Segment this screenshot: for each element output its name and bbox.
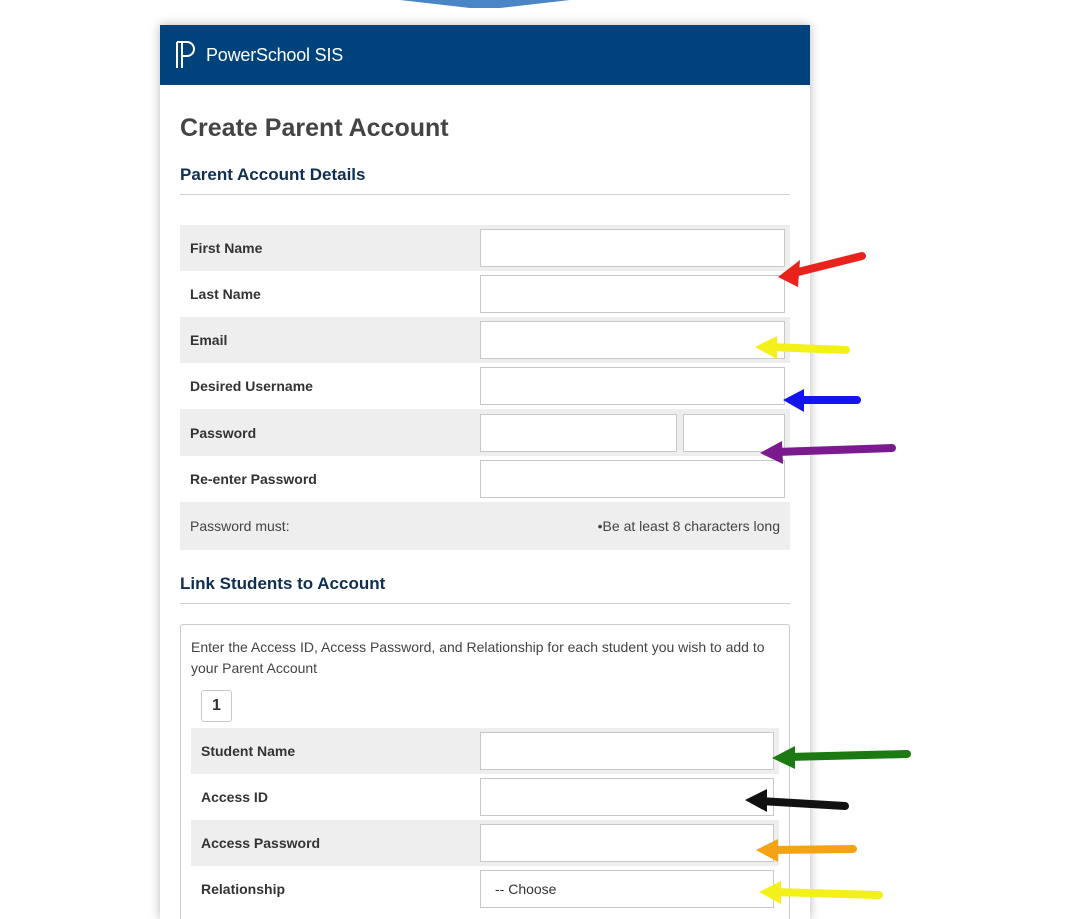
access-id-row — [191, 774, 779, 820]
password-rules-row — [180, 502, 790, 550]
parent-section-title: Parent Account Details — [180, 165, 790, 195]
parent-details-form — [180, 225, 790, 550]
page-title: Create Parent Account — [180, 114, 449, 142]
username-row — [180, 363, 790, 409]
email-label: Email — [190, 332, 228, 348]
reenter-password-input[interactable] — [480, 460, 785, 498]
student-tab-1[interactable]: 1 — [201, 690, 232, 722]
first-name-input[interactable] — [480, 229, 785, 267]
top-arrow-shape — [400, 0, 570, 8]
student-name-input[interactable] — [480, 732, 774, 770]
reenter-password-row — [180, 456, 790, 502]
relationship-select[interactable] — [480, 870, 774, 908]
last-name-label: Last Name — [190, 286, 261, 302]
access-password-row — [191, 820, 779, 866]
relationship-row — [191, 866, 779, 912]
access-id-input[interactable] — [480, 778, 774, 816]
password-row — [180, 409, 790, 456]
powerschool-logo-icon — [174, 40, 198, 70]
password-input[interactable] — [480, 414, 677, 452]
students-section-title: Link Students to Account — [180, 574, 790, 604]
password-rule-text: •Be at least 8 characters long — [597, 518, 780, 534]
student-name-row — [191, 728, 779, 774]
relationship-label: Relationship — [201, 881, 286, 897]
brand-name: PowerSchool SIS — [206, 44, 344, 65]
student-name-label: Student Name — [201, 743, 296, 759]
access-password-input[interactable] — [480, 824, 774, 862]
password-strength-box — [683, 414, 785, 452]
password-rule-label: Password must: — [190, 518, 290, 534]
link-students-box — [180, 624, 790, 919]
last-name-row — [180, 271, 790, 317]
create-account-card — [160, 25, 810, 919]
access-password-label: Access Password — [201, 835, 321, 851]
last-name-input[interactable] — [480, 275, 785, 313]
reenter-password-label: Re-enter Password — [190, 471, 317, 487]
access-id-label: Access ID — [201, 789, 268, 805]
first-name-row — [180, 225, 790, 271]
brand-header — [160, 25, 810, 85]
email-row — [180, 317, 790, 363]
email-input[interactable] — [480, 321, 785, 359]
password-label: Password — [190, 424, 257, 441]
student-form — [191, 728, 779, 912]
relationship-selected-value: -- Choose — [495, 881, 557, 897]
first-name-label: First Name — [190, 240, 263, 256]
username-label: Desired Username — [190, 378, 313, 394]
link-students-intro: Enter the Access ID, Access Password, and Relationship for each student you wish to add to your Parent Account — [191, 639, 765, 676]
username-input[interactable] — [480, 367, 785, 405]
